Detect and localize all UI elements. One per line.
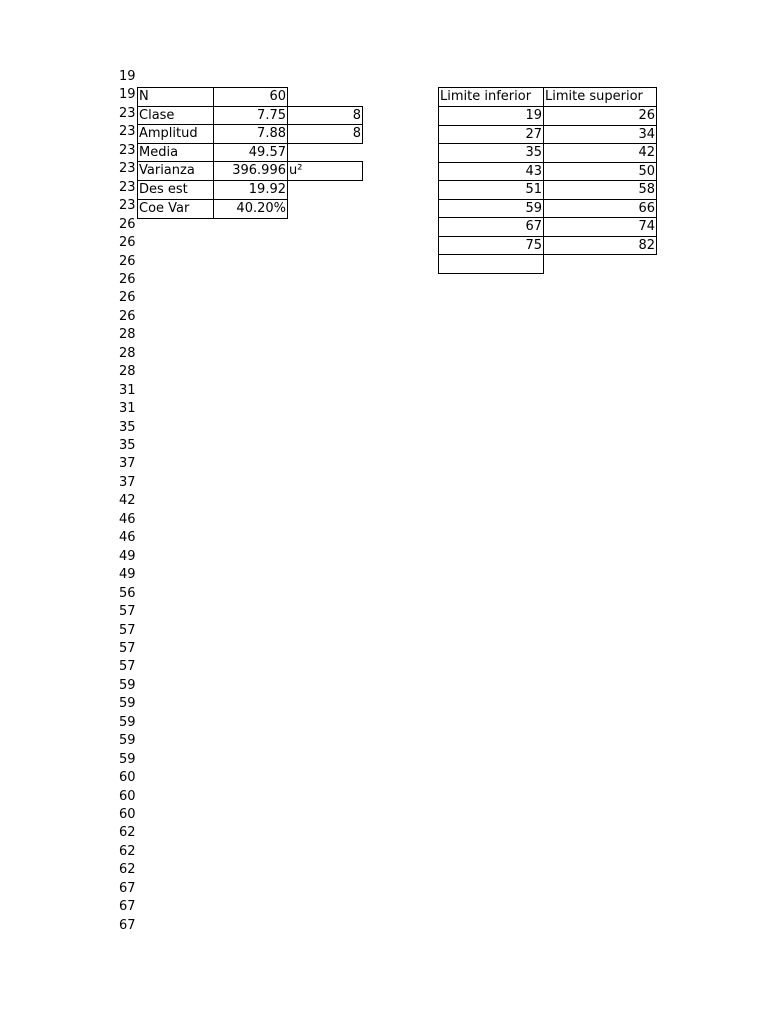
value-cell[interactable]: 26 bbox=[119, 308, 136, 324]
n-value[interactable]: 60 bbox=[213, 87, 288, 107]
value-cell[interactable]: 23 bbox=[119, 198, 136, 214]
value-cell[interactable]: 26 bbox=[119, 271, 136, 287]
value-cell[interactable]: 67 bbox=[119, 899, 136, 915]
clase-rounded[interactable]: 8 bbox=[287, 106, 363, 126]
value-cell[interactable]: 59 bbox=[119, 751, 136, 767]
clase-label[interactable]: Clase bbox=[137, 106, 214, 126]
limite-superior-cell[interactable]: 82 bbox=[543, 236, 657, 256]
media-value[interactable]: 49.57 bbox=[213, 143, 288, 163]
value-cell[interactable]: 28 bbox=[119, 364, 136, 380]
value-cell[interactable]: 31 bbox=[119, 401, 136, 417]
n-label[interactable]: N bbox=[137, 87, 214, 107]
limite-superior-cell[interactable]: 66 bbox=[543, 199, 657, 219]
value-cell[interactable]: 59 bbox=[119, 677, 136, 693]
value-cell[interactable]: 57 bbox=[119, 622, 136, 638]
limite-inferior-cell[interactable]: 27 bbox=[438, 125, 544, 145]
value-cell[interactable]: 26 bbox=[119, 235, 136, 251]
value-cell[interactable]: 56 bbox=[119, 585, 136, 601]
value-cell[interactable]: 28 bbox=[119, 327, 136, 343]
value-cell[interactable]: 67 bbox=[119, 917, 136, 933]
value-cell[interactable]: 49 bbox=[119, 567, 136, 583]
limite-inferior-cell[interactable]: 59 bbox=[438, 199, 544, 219]
value-cell[interactable]: 60 bbox=[119, 788, 136, 804]
media-label[interactable]: Media bbox=[137, 143, 214, 163]
value-cell[interactable]: 23 bbox=[119, 124, 136, 140]
value-cell[interactable]: 57 bbox=[119, 659, 136, 675]
value-cell[interactable]: 31 bbox=[119, 382, 136, 398]
value-cell[interactable]: 28 bbox=[119, 345, 136, 361]
header-limite-inferior[interactable]: Limite inferior bbox=[438, 87, 544, 107]
varianza-value[interactable]: 396.996 bbox=[213, 161, 288, 181]
amplitud-value[interactable]: 7.88 bbox=[213, 124, 288, 144]
limite-inferior-cell[interactable]: 35 bbox=[438, 143, 544, 163]
value-cell[interactable]: 60 bbox=[119, 770, 136, 786]
value-cell[interactable]: 37 bbox=[119, 474, 136, 490]
value-cell[interactable]: 37 bbox=[119, 456, 136, 472]
limite-superior-cell[interactable]: 74 bbox=[543, 217, 657, 237]
limite-superior-cell[interactable]: 42 bbox=[543, 143, 657, 163]
limite-superior-cell[interactable]: 50 bbox=[543, 162, 657, 182]
value-cell[interactable]: 60 bbox=[119, 807, 136, 822]
header-limite-superior[interactable]: Limite superior bbox=[543, 87, 657, 107]
clase-value[interactable]: 7.75 bbox=[213, 106, 288, 126]
value-cell[interactable]: 26 bbox=[119, 253, 136, 269]
coevar-label[interactable]: Coe Var bbox=[137, 199, 214, 219]
value-cell[interactable]: 23 bbox=[119, 142, 136, 158]
value-cell[interactable]: 23 bbox=[119, 179, 136, 195]
value-cell[interactable]: 62 bbox=[119, 862, 136, 878]
value-cell[interactable]: 57 bbox=[119, 640, 136, 656]
desest-label[interactable]: Des est bbox=[137, 180, 214, 200]
value-cell[interactable]: 67 bbox=[119, 880, 136, 896]
value-cell[interactable]: 23 bbox=[119, 161, 136, 177]
limite-inferior-cell[interactable]: 51 bbox=[438, 180, 544, 200]
value-cell[interactable]: 46 bbox=[119, 530, 136, 546]
value-cell[interactable]: 26 bbox=[119, 216, 136, 232]
value-cell[interactable]: 49 bbox=[119, 548, 136, 564]
value-cell[interactable]: 19 bbox=[119, 69, 136, 84]
limite-inferior-cell[interactable]: 19 bbox=[438, 106, 544, 126]
limite-superior-cell[interactable]: 26 bbox=[543, 106, 657, 126]
value-cell[interactable]: 19 bbox=[119, 87, 136, 103]
empty-cell[interactable] bbox=[438, 254, 544, 274]
value-cell[interactable]: 59 bbox=[119, 714, 136, 730]
varianza-label[interactable]: Varianza bbox=[137, 161, 214, 181]
value-cell[interactable]: 35 bbox=[119, 438, 136, 453]
limite-inferior-cell[interactable]: 75 bbox=[438, 236, 544, 256]
varianza-unit[interactable]: u² bbox=[287, 161, 363, 181]
value-cell[interactable]: 26 bbox=[119, 290, 136, 306]
value-cell[interactable]: 35 bbox=[119, 419, 136, 435]
limite-superior-cell[interactable]: 34 bbox=[543, 125, 657, 145]
value-cell[interactable]: 62 bbox=[119, 843, 136, 859]
value-cell[interactable]: 62 bbox=[119, 825, 136, 841]
limite-inferior-cell[interactable]: 43 bbox=[438, 162, 544, 182]
value-cell[interactable]: 46 bbox=[119, 511, 136, 527]
value-cell[interactable]: 42 bbox=[119, 493, 136, 509]
amplitud-rounded[interactable]: 8 bbox=[287, 124, 363, 144]
limite-inferior-cell[interactable]: 67 bbox=[438, 217, 544, 237]
value-cell[interactable]: 23 bbox=[119, 105, 136, 121]
desest-value[interactable]: 19.92 bbox=[213, 180, 288, 200]
value-cell[interactable]: 59 bbox=[119, 696, 136, 712]
coevar-value[interactable]: 40.20% bbox=[213, 199, 288, 219]
value-cell[interactable]: 59 bbox=[119, 733, 136, 749]
limite-superior-cell[interactable]: 58 bbox=[543, 180, 657, 200]
value-cell[interactable]: 57 bbox=[119, 604, 136, 620]
amplitud-label[interactable]: Amplitud bbox=[137, 124, 214, 144]
